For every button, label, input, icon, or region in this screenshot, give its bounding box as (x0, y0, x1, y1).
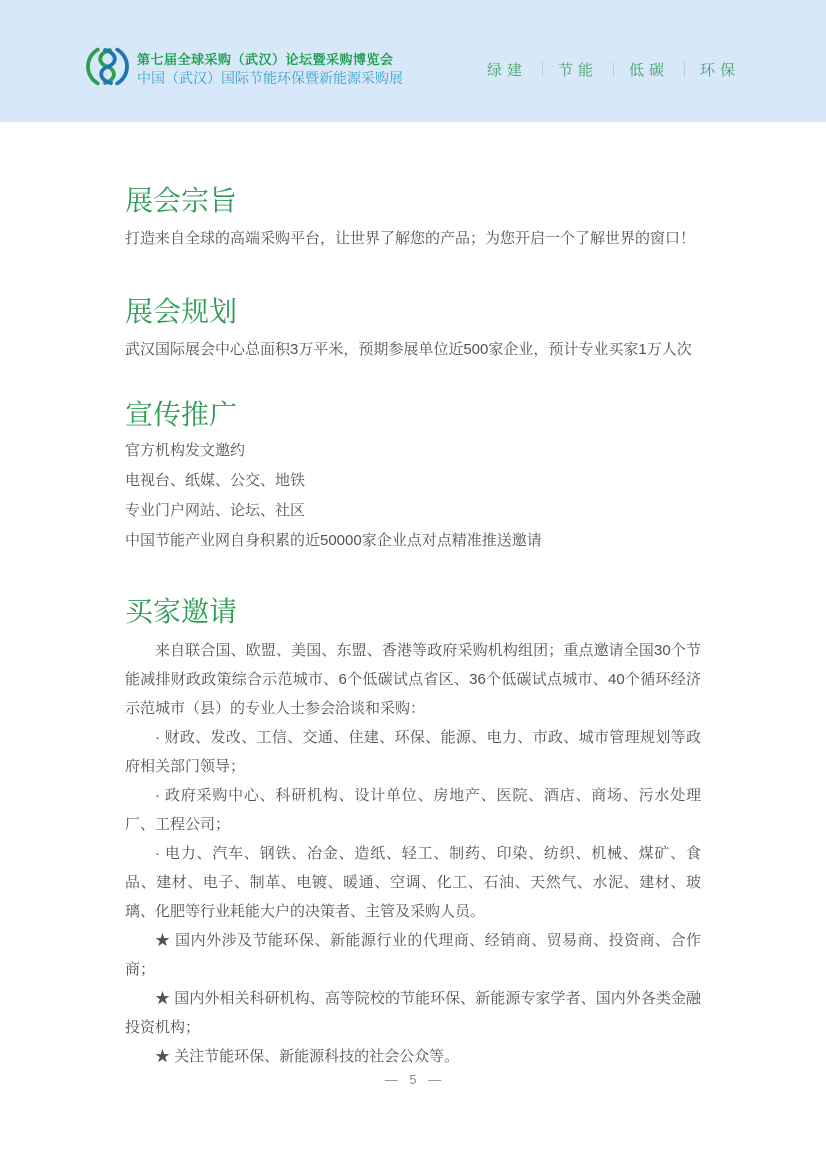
section-heading: 展会规划 (125, 296, 238, 327)
nav-separator (613, 62, 614, 77)
header-nav (487, 59, 740, 80)
brand-text (137, 51, 403, 87)
nav-separator (542, 62, 543, 77)
bullet-item: · 电力、汽车、钢铁、冶金、造纸、轻工、制药、印染、纺织、机械、煤矿、食品、建材、电子、制革、电镀、暖通、空调、化工、石油、天然气、水泥、建材、玻璃、化肥等行业耗能大户的决策者、主管及采购人员。 (125, 845, 701, 920)
section-heading: 宣传推广 (125, 399, 238, 430)
star-item: ★ 国内外相关科研机构、高等院校的节能环保、新能源专家学者、国内外各类金融投资机构； (125, 990, 701, 1036)
section-heading: 展会宗旨 (125, 185, 238, 216)
brand-block (84, 43, 403, 95)
nav-item-low-carbon: 低碳 (628, 61, 669, 79)
bullet-item: · 政府采购中心、科研机构、设计单位、房地产、医院、酒店、商场、污水处理厂、工程公司； (125, 787, 701, 833)
nav-item-energy-saving: 节能 (557, 61, 598, 79)
bullet-item: · 财政、发改、工信、交通、住建、环保、能源、电力、市政、城市管理规划等政府相关部门领导； (125, 729, 701, 775)
star-item: ★ 国内外涉及节能环保、新能源行业的代理商、经销商、贸易商、投资商、合作商； (125, 932, 701, 978)
promo-item: 官方机构发文邀约 (125, 442, 246, 459)
expo-logo-icon (84, 43, 131, 95)
nav-separator (684, 62, 685, 77)
section-buyer-invitation (125, 595, 701, 1071)
nav-item-green-building: 绿建 (486, 61, 527, 79)
header-title: 第七届全球采购（武汉）论坛暨采购博览会 (137, 52, 394, 67)
section-heading: 买家邀请 (125, 596, 238, 627)
page-header (0, 0, 826, 122)
section-expo-purpose (125, 184, 701, 250)
header-subtitle: 中国（武汉）国际节能环保暨新能源采购展 (137, 70, 403, 86)
promo-item: 中国节能产业网自身积累的近50000家企业点对点精准推送邀请 (125, 532, 542, 549)
page-body (0, 184, 826, 1071)
nav-item-environmental: 环保 (699, 61, 740, 79)
section-expo-plan (125, 295, 701, 361)
promo-item: 专业门户网站、论坛、社区 (125, 502, 306, 519)
promo-item: 电视台、纸媒、公交、地铁 (125, 472, 306, 489)
page-number: — 5 — (384, 1072, 442, 1087)
intro-paragraph: 来自联合国、欧盟、美国、东盟、香港等政府采购机构组团；重点邀请全国30个节能减排财政政策综合示范城市、6个低碳试点省区、36个低碳试点城市、40个循环经济示范城市（县）的专业人士参会洽谈和采购： (125, 642, 701, 717)
section-promotion (125, 398, 701, 552)
section-paragraph: 武汉国际展会中心总面积3万平米，预期参展单位近500家企业，预计专业买家1万人次 (125, 341, 692, 358)
star-item: ★ 关注节能环保、新能源科技的社会公众等。 (155, 1048, 460, 1065)
buyer-paragraphs (125, 636, 701, 1071)
section-paragraph: 打造来自全球的高端采购平台，让世界了解您的产品；为您开启一个了解世界的窗口！ (125, 230, 696, 247)
page-footer (0, 1072, 826, 1087)
